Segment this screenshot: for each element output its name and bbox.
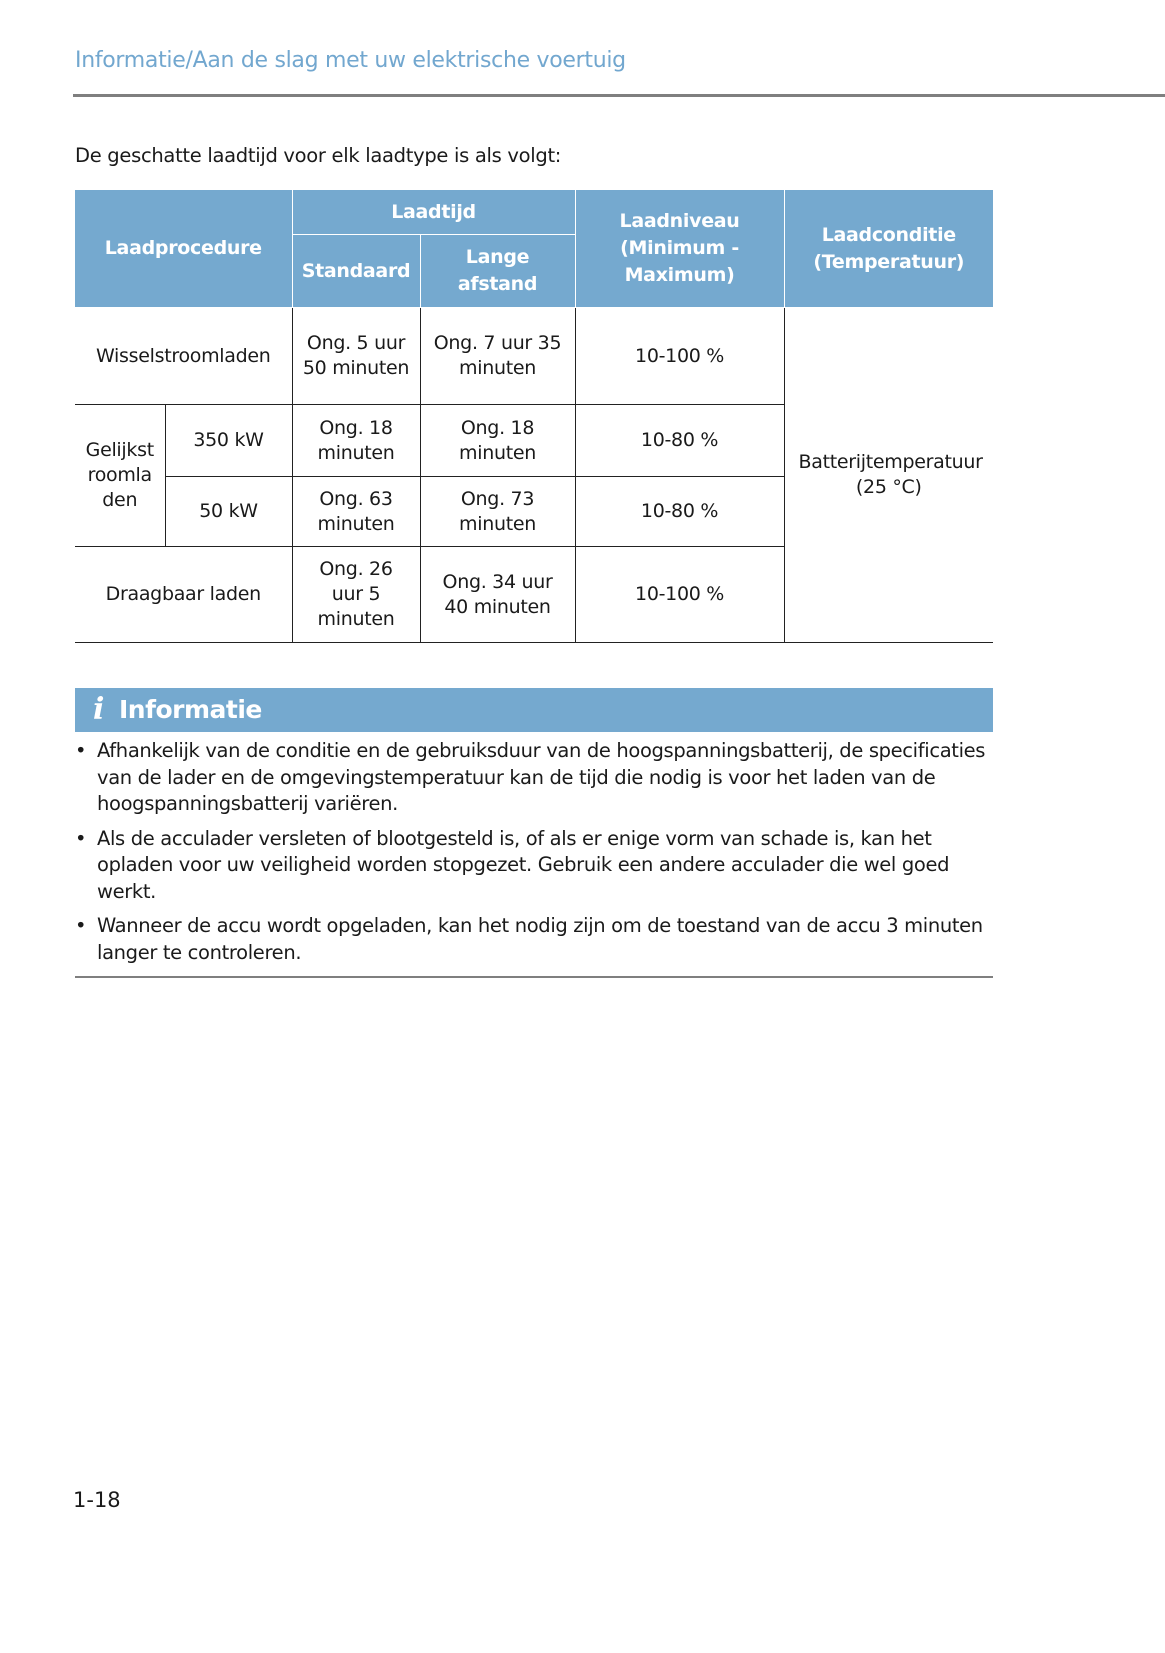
list-item: • Wanneer de accu wordt opgeladen, kan het nodig zijn om de toestand van de accu 3 minuten langer te controleren. <box>75 913 995 966</box>
header-procedure: Laadprocedure <box>75 190 292 308</box>
page-number: 1-18 <box>73 1488 121 1512</box>
table-row <box>75 308 993 405</box>
power-cell: 50 kW <box>165 477 292 547</box>
lange-cell: Ong. 34 uur 40 minuten <box>420 547 575 643</box>
power-cell: 350 kW <box>165 405 292 477</box>
niveau-cell: 10-100 % <box>575 308 784 405</box>
section-header: Informatie/Aan de slag met uw elektrische voertuig <box>75 48 626 73</box>
charging-time-table <box>75 189 993 643</box>
list-item: • Afhankelijk van de conditie en de gebruiksduur van de hoogspanningsbatterij, de specificaties van de lader en de omgevingstemperatuur kan de tijd die nodig is voor het laden van de hoogspanningsbatterij variëren. <box>75 738 995 818</box>
procedure-cell: Gelijkstroomladen <box>75 405 165 547</box>
lange-cell: Ong. 18 minuten <box>420 405 575 477</box>
standaard-cell: Ong. 63 minuten <box>292 477 420 547</box>
info-title: Informatie <box>119 695 262 724</box>
info-box-header <box>75 688 993 732</box>
standaard-cell: Ong. 5 uur 50 minuten <box>292 308 420 405</box>
info-icon: i <box>93 692 105 727</box>
intro-text: De geschatte laadtijd voor elk laadtype is als volgt: <box>75 144 562 167</box>
conditie-cell: Batterijtemperatuur (25 °C) <box>784 308 993 643</box>
header-conditie: Laadconditie (Temperatuur) <box>784 190 993 308</box>
list-item: • Als de acculader versleten of blootgesteld is, of als er enige vorm van schade is, kan het opladen voor uw veiligheid worden stopgezet. Gebruik een andere acculader die wel goed werkt. <box>75 826 995 906</box>
niveau-cell: 10-80 % <box>575 477 784 547</box>
niveau-cell: 10-80 % <box>575 405 784 477</box>
info-divider <box>75 976 993 978</box>
niveau-cell: 10-100 % <box>575 547 784 643</box>
standaard-cell: Ong. 26 uur 5 minuten <box>292 547 420 643</box>
header-lange: Lange afstand <box>420 235 575 308</box>
lange-cell: Ong. 73 minuten <box>420 477 575 547</box>
header-divider <box>73 94 1165 97</box>
procedure-cell: Wisselstroomladen <box>75 308 292 405</box>
header-standaard: Standaard <box>292 235 420 308</box>
procedure-cell: Draagbaar laden <box>75 547 292 643</box>
standaard-cell: Ong. 18 minuten <box>292 405 420 477</box>
lange-cell: Ong. 7 uur 35 minuten <box>420 308 575 405</box>
header-laadtijd: Laadtijd <box>292 190 575 235</box>
header-niveau: Laadniveau (Minimum - Maximum) <box>575 190 784 308</box>
info-list <box>75 738 995 974</box>
